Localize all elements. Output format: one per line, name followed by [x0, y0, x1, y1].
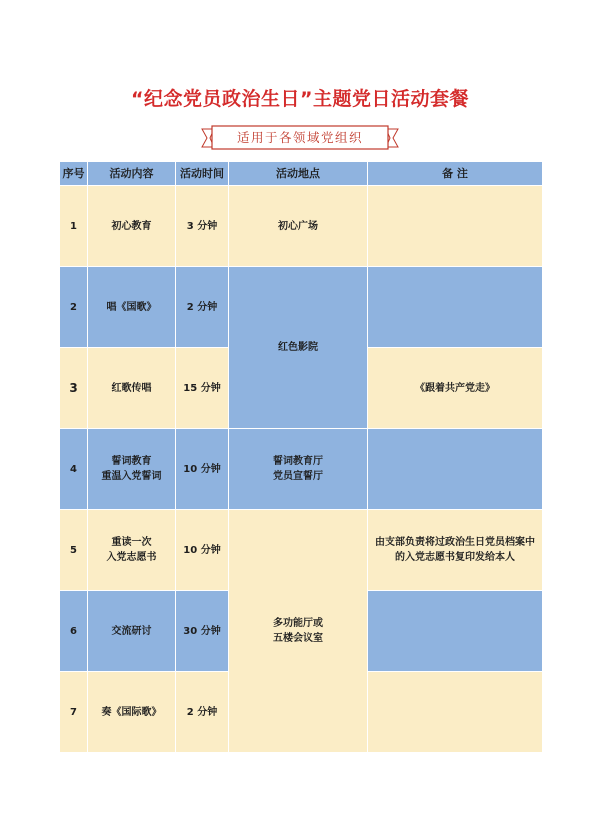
activity-notes — [368, 186, 543, 267]
activity-time: 10 分钟 — [176, 510, 229, 591]
row-number: 2 — [60, 267, 88, 348]
activity-location: 多功能厅或 五楼会议室 — [229, 510, 368, 753]
activity-time: 2 分钟 — [176, 267, 229, 348]
activity-content: 红歌传唱 — [88, 348, 176, 429]
activity-notes — [368, 672, 543, 753]
header-notes: 备 注 — [368, 162, 543, 186]
activity-time: 30 分钟 — [176, 591, 229, 672]
row-number: 7 — [60, 672, 88, 753]
activity-notes: 由支部负责将过政治生日党员档案中 的入党志愿书复印发给本人 — [368, 510, 543, 591]
row-number: 3 — [60, 348, 88, 429]
activity-content: 誓词教育 重温入党誓词 — [88, 429, 176, 510]
table-row — [60, 429, 543, 510]
activity-content: 交流研讨 — [88, 591, 176, 672]
activity-notes — [368, 267, 543, 348]
subtitle: 适用于各领域党组织 — [236, 130, 363, 145]
header-time: 活动时间 — [176, 162, 229, 186]
row-number: 6 — [60, 591, 88, 672]
header-location: 活动地点 — [229, 162, 368, 186]
table-row — [60, 186, 543, 267]
activity-location: 誓词教育厅 党员宣誓厅 — [229, 429, 368, 510]
page-title: “纪念党员政治生日”主题党日活动套餐 — [131, 88, 469, 110]
header-content: 活动内容 — [88, 162, 176, 186]
activity-notes: 《跟着共产党走》 — [368, 348, 543, 429]
activity-notes — [368, 429, 543, 510]
activity-table — [59, 161, 543, 753]
table-row — [60, 510, 543, 591]
activity-time: 2 分钟 — [176, 672, 229, 753]
activity-content: 初心教育 — [88, 186, 176, 267]
activity-content: 重读一次 入党志愿书 — [88, 510, 176, 591]
row-number: 5 — [60, 510, 88, 591]
row-number: 1 — [60, 186, 88, 267]
activity-notes — [368, 591, 543, 672]
row-number: 4 — [60, 429, 88, 510]
table-header-row — [60, 162, 543, 186]
activity-location: 初心广场 — [229, 186, 368, 267]
activity-time: 3 分钟 — [176, 186, 229, 267]
activity-content: 唱《国歌》 — [88, 267, 176, 348]
subtitle-ribbon — [200, 125, 400, 151]
activity-time: 10 分钟 — [176, 429, 229, 510]
activity-location: 红色影院 — [229, 267, 368, 429]
activity-content: 奏《国际歌》 — [88, 672, 176, 753]
header-no: 序号 — [60, 162, 88, 186]
table-row — [60, 267, 543, 348]
activity-time: 15 分钟 — [176, 348, 229, 429]
